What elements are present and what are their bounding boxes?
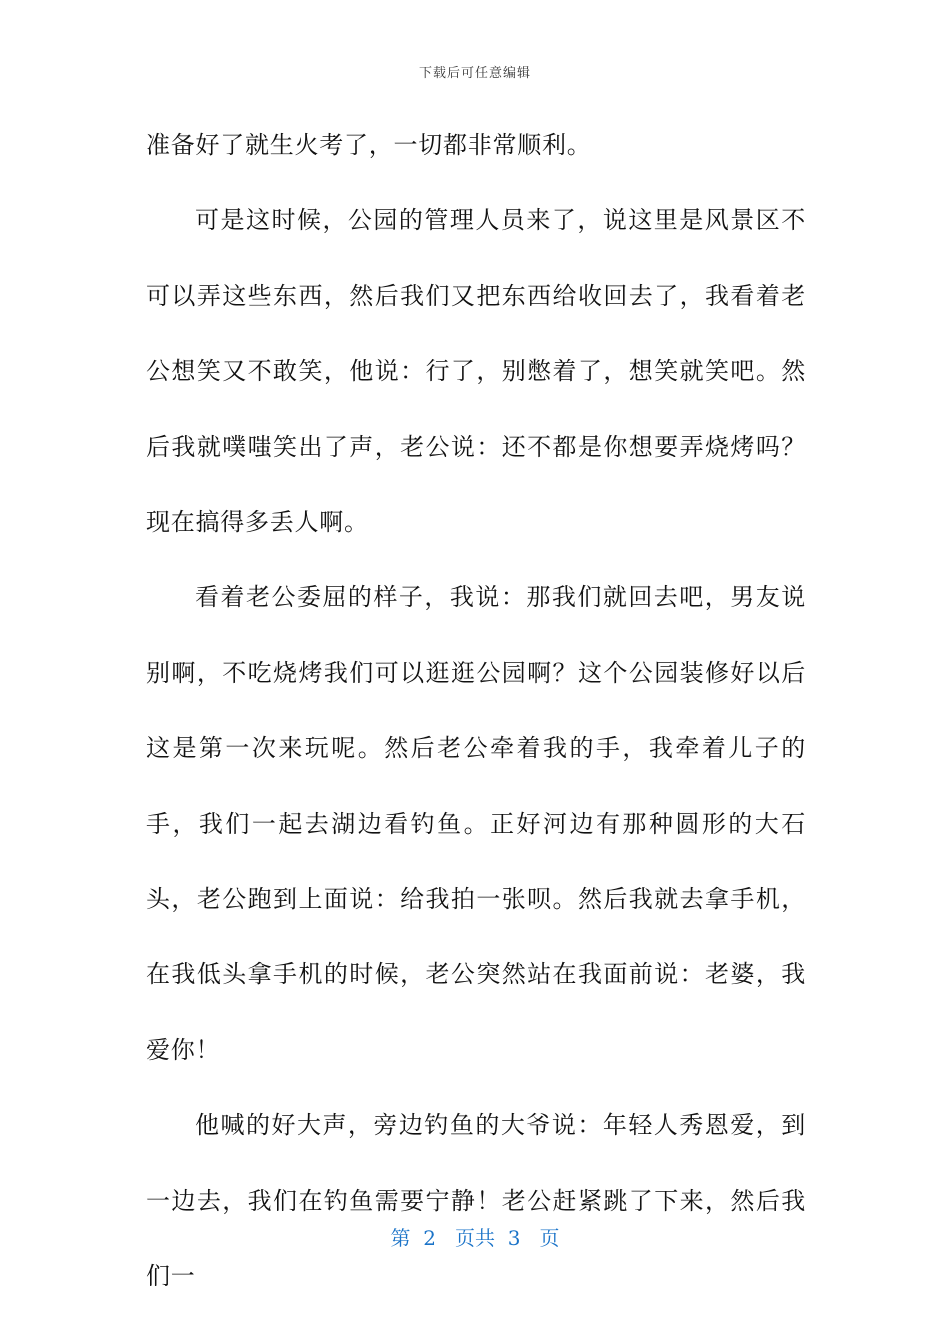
paragraph-lakeside-walk: 看着老公委屈的样子，我说：那我们就回去吧，男友说别啊，不吃烧烤我们可以逛逛公园啊？这个公园装修好以后这是第一次来玩呢。然后老公牵着我的手，我牵着儿子的手，我们一起去湖边看钓鱼。正好河边有那种圆形的大石头，老公跑到上面说：给我拍一张呗。然后我就去拿手机，在我低头拿手机的时候，老公突然站在我面前说：老婆，我爱你！ xyxy=(146,583,806,1064)
page-number-footer: 第 2 页共 3 页 xyxy=(390,1226,560,1250)
download-note-header: 下载后可任意编辑 xyxy=(418,66,531,81)
paragraph-fishing-uncle: 他喊的好大声，旁边钓鱼的大爷说：年轻人秀恩爱，到一边去，我们在钓鱼需要宁静！老公赶紧跳了下来，然后我们一 xyxy=(146,1111,806,1291)
document-body xyxy=(146,108,806,1315)
paragraph-continuation: 准备好了就生火考了，一切都非常顺利。 xyxy=(146,131,592,159)
paragraph-park-staff: 可是这时候，公园的管理人员来了，说这里是风景区不可以弄这些东西，然后我们又把东西给收回去了，我看着老公想笑又不敢笑，他说：行了，别憋着了，想笑就笑吧。然后我就噗嗤笑出了声，老公说：还不都是你想要弄烧烤吗？现在搞得多丢人啊。 xyxy=(146,206,806,537)
